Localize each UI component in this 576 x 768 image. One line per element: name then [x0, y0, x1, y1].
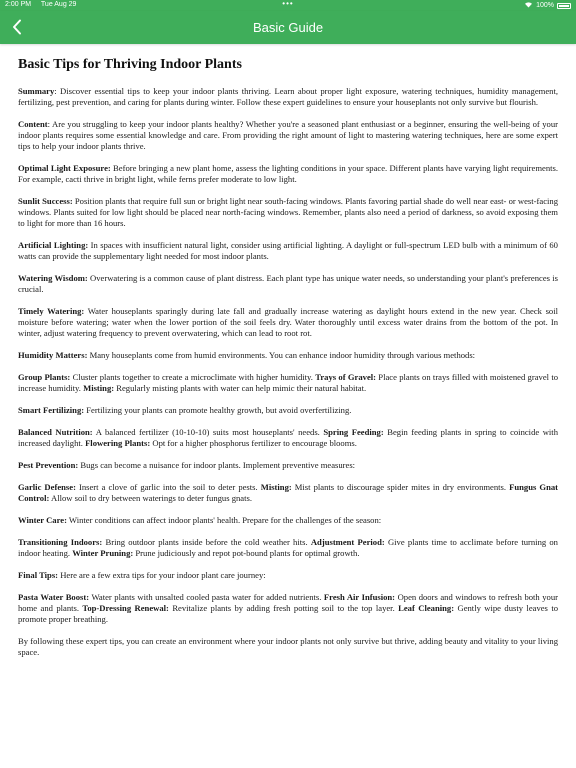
paragraph-text: Open doors and windows to refresh both your home and plants.	[18, 592, 558, 613]
paragraph-heading: Flowering Plants:	[85, 438, 151, 448]
paragraph-text: : Are you struggling to keep your indoor plants healthy? Whether you're a seasoned plant enthusiast or a beginner, ensuring the well-being of your indoor plants requires some essential knowledge and care. From providing the right amount of light to mastering watering techniques, here are some expert tips to help your indoor plants thrive.	[18, 119, 558, 151]
paragraph-text: Insert a clove of garlic into the soil to deter pests.	[75, 482, 261, 492]
article-body	[18, 86, 558, 658]
article-paragraph	[18, 460, 558, 471]
paragraph-text: Before bringing a new plant home, assess the lighting conditions in your space. Different plants have varying light requirements. For example, cacti thrive in bright light, while ferns prefer moderate to low light.	[18, 163, 558, 184]
paragraph-heading: Misting:	[83, 383, 115, 393]
paragraph-heading: Smart Fertilizing:	[18, 405, 85, 415]
battery-percent: 100%	[536, 2, 554, 9]
paragraph-text: Regularly misting plants with water can help mimic their natural habitat.	[114, 383, 367, 393]
paragraph-text: Fertilizing your plants can promote healthy growth, but avoid overfertilizing.	[84, 405, 352, 415]
paragraph-heading: Spring Feeding:	[323, 427, 384, 437]
paragraph-text: Cluster plants together to create a microclimate with higher humidity.	[70, 372, 316, 382]
paragraph-heading: Content	[18, 119, 48, 129]
paragraph-heading: Final Tips:	[18, 570, 59, 580]
paragraph-text: Bring outdoor plants inside before the cold weather hits.	[102, 537, 311, 547]
paragraph-text: Begin feeding plants in spring to coincide with increased daylight.	[18, 427, 558, 448]
navigation-bar	[0, 11, 576, 44]
paragraph-heading: Winter Care:	[18, 515, 67, 525]
paragraph-text: Mist plants to discourage spider mites in dry environments.	[291, 482, 510, 492]
article-paragraph	[18, 372, 558, 394]
article-paragraph	[18, 537, 558, 559]
article-paragraph	[18, 350, 558, 361]
paragraph-heading: Artificial Lighting:	[18, 240, 89, 250]
article-title: Basic Tips for Thriving Indoor Plants	[18, 57, 242, 72]
paragraph-text: Winter conditions can affect indoor plants' health. Prepare for the challenges of the season:	[66, 515, 382, 525]
paragraph-text: : Discover essential tips to keep your indoor plants thriving. Learn about proper light exposure, watering techniques, humidity management, fertilizing, pest prevention, and caring for plants during winter. Follow these expert guidelines to ensure your houseplants not only survive but flourish.	[18, 86, 558, 107]
paragraph-text: Water houseplants sparingly during late fall and gradually increase watering as daylight hours extend in the new year. Check soil moisture before watering; water when the lower portion of the soil feels dry. Water thoroughly until excess water drains from the bottom of the pot. In winter, adjust watering frequency to prevent overwatering, which can lead to root rot.	[18, 306, 558, 338]
paragraph-heading: Sunlit Success:	[18, 196, 73, 206]
status-date: Tue Aug 29	[40, 1, 77, 8]
paragraph-text: In spaces with insufficient natural light, consider using artificial lighting. A daylight or full-spectrum LED bulb with a minimum of 60 watts can provide the supplementary light needed for most indoor plants.	[18, 240, 558, 261]
article-paragraph	[18, 592, 558, 625]
paragraph-text: Prune judiciously and repot pot-bound plants for optimal growth.	[133, 548, 360, 558]
paragraph-text: Give plants time to acclimate before turning on indoor heating.	[18, 537, 558, 558]
article-paragraph	[18, 636, 558, 658]
article-paragraph	[18, 273, 558, 295]
paragraph-heading: Summary	[18, 86, 55, 96]
paragraph-heading: Optimal Light Exposure:	[18, 163, 111, 173]
paragraph-heading: Timely Watering:	[18, 306, 85, 316]
nav-title: Basic Guide	[252, 20, 324, 35]
paragraph-heading: Top-Dressing Renewal:	[82, 603, 169, 613]
paragraph-heading: Trays of Gravel:	[315, 372, 377, 382]
battery-icon	[557, 3, 571, 9]
paragraph-text: A balanced fertilizer (10-10-10) suits most houseplants' needs.	[92, 427, 324, 437]
paragraph-text: Here are a few extra tips for your indoor plant care journey:	[58, 570, 266, 580]
paragraph-text: Water plants with unsalted cooled pasta water for added nutrients.	[89, 592, 324, 602]
article-paragraph	[18, 482, 558, 504]
status-time: 2:00 PM	[5, 1, 32, 8]
status-left	[5, 1, 84, 8]
paragraph-text: By following these expert tips, you can create an environment where your indoor plants not only survive but thrive, adding beauty and vitality to your living space.	[18, 636, 558, 657]
status-right	[524, 1, 571, 10]
paragraph-heading: Fresh Air Infusion:	[323, 592, 396, 602]
paragraph-heading: Fungus Gnat Control:	[18, 482, 559, 503]
paragraph-heading: Winter Pruning:	[72, 548, 134, 558]
paragraph-heading: Transitioning Indoors:	[18, 537, 103, 547]
paragraph-text: Position plants that require full sun or bright light near south-facing windows. Plants favoring partial shade do well near east- or west-facing windows. Plants suited for low light should be placed near north-facing windows. Remember, plants also need a period of darkness, so avoid exposing them to light for more than 16 hours.	[18, 196, 558, 228]
paragraph-heading: Pasta Water Boost:	[18, 592, 90, 602]
paragraph-heading: Balanced Nutrition:	[18, 427, 93, 437]
status-bar	[0, 0, 576, 11]
article-paragraph	[18, 405, 558, 416]
article-paragraph	[18, 196, 558, 229]
article-paragraph	[18, 515, 558, 526]
article-content	[0, 44, 576, 658]
paragraph-heading: Group Plants:	[18, 372, 71, 382]
article-paragraph	[18, 163, 558, 185]
article-paragraph	[18, 570, 558, 581]
article-paragraph	[18, 240, 558, 262]
paragraph-heading: Humidity Matters:	[18, 350, 88, 360]
paragraph-text: Many houseplants come from humid environments. You can enhance indoor humidity through various methods:	[87, 350, 476, 360]
paragraph-heading: Pest Prevention:	[18, 460, 79, 470]
article-paragraph	[18, 86, 558, 108]
paragraph-heading: Misting:	[260, 482, 292, 492]
paragraph-heading: Watering Wisdom:	[18, 273, 88, 283]
paragraph-heading: Adjustment Period:	[310, 537, 385, 547]
article-paragraph	[18, 119, 558, 152]
article-paragraph	[18, 427, 558, 449]
paragraph-text: Bugs can become a nuisance for indoor plants. Implement preventive measures:	[78, 460, 356, 470]
wifi-icon	[524, 1, 533, 10]
paragraph-text: Place plants on trays filled with moistened gravel to increase humidity.	[18, 372, 559, 393]
paragraph-text: Overwatering is a common cause of plant distress. Each plant type has unique water needs, so understanding your plant's preferences is crucial.	[18, 273, 558, 294]
paragraph-heading: Garlic Defense:	[18, 482, 76, 492]
multitasking-dots-icon[interactable]: •••	[282, 0, 294, 8]
article-paragraph	[18, 306, 558, 339]
paragraph-text: Opt for a higher phosphorus fertilizer to encourage blooms.	[150, 438, 357, 448]
paragraph-text: Gently wipe dusty leaves to promote proper breathing.	[18, 603, 559, 624]
paragraph-heading: Leaf Cleaning:	[398, 603, 455, 613]
paragraph-text: Revitalize plants by adding fresh potting soil to the top layer.	[168, 603, 399, 613]
paragraph-text: Allow soil to dry between waterings to deter fungus gnats.	[49, 493, 252, 503]
